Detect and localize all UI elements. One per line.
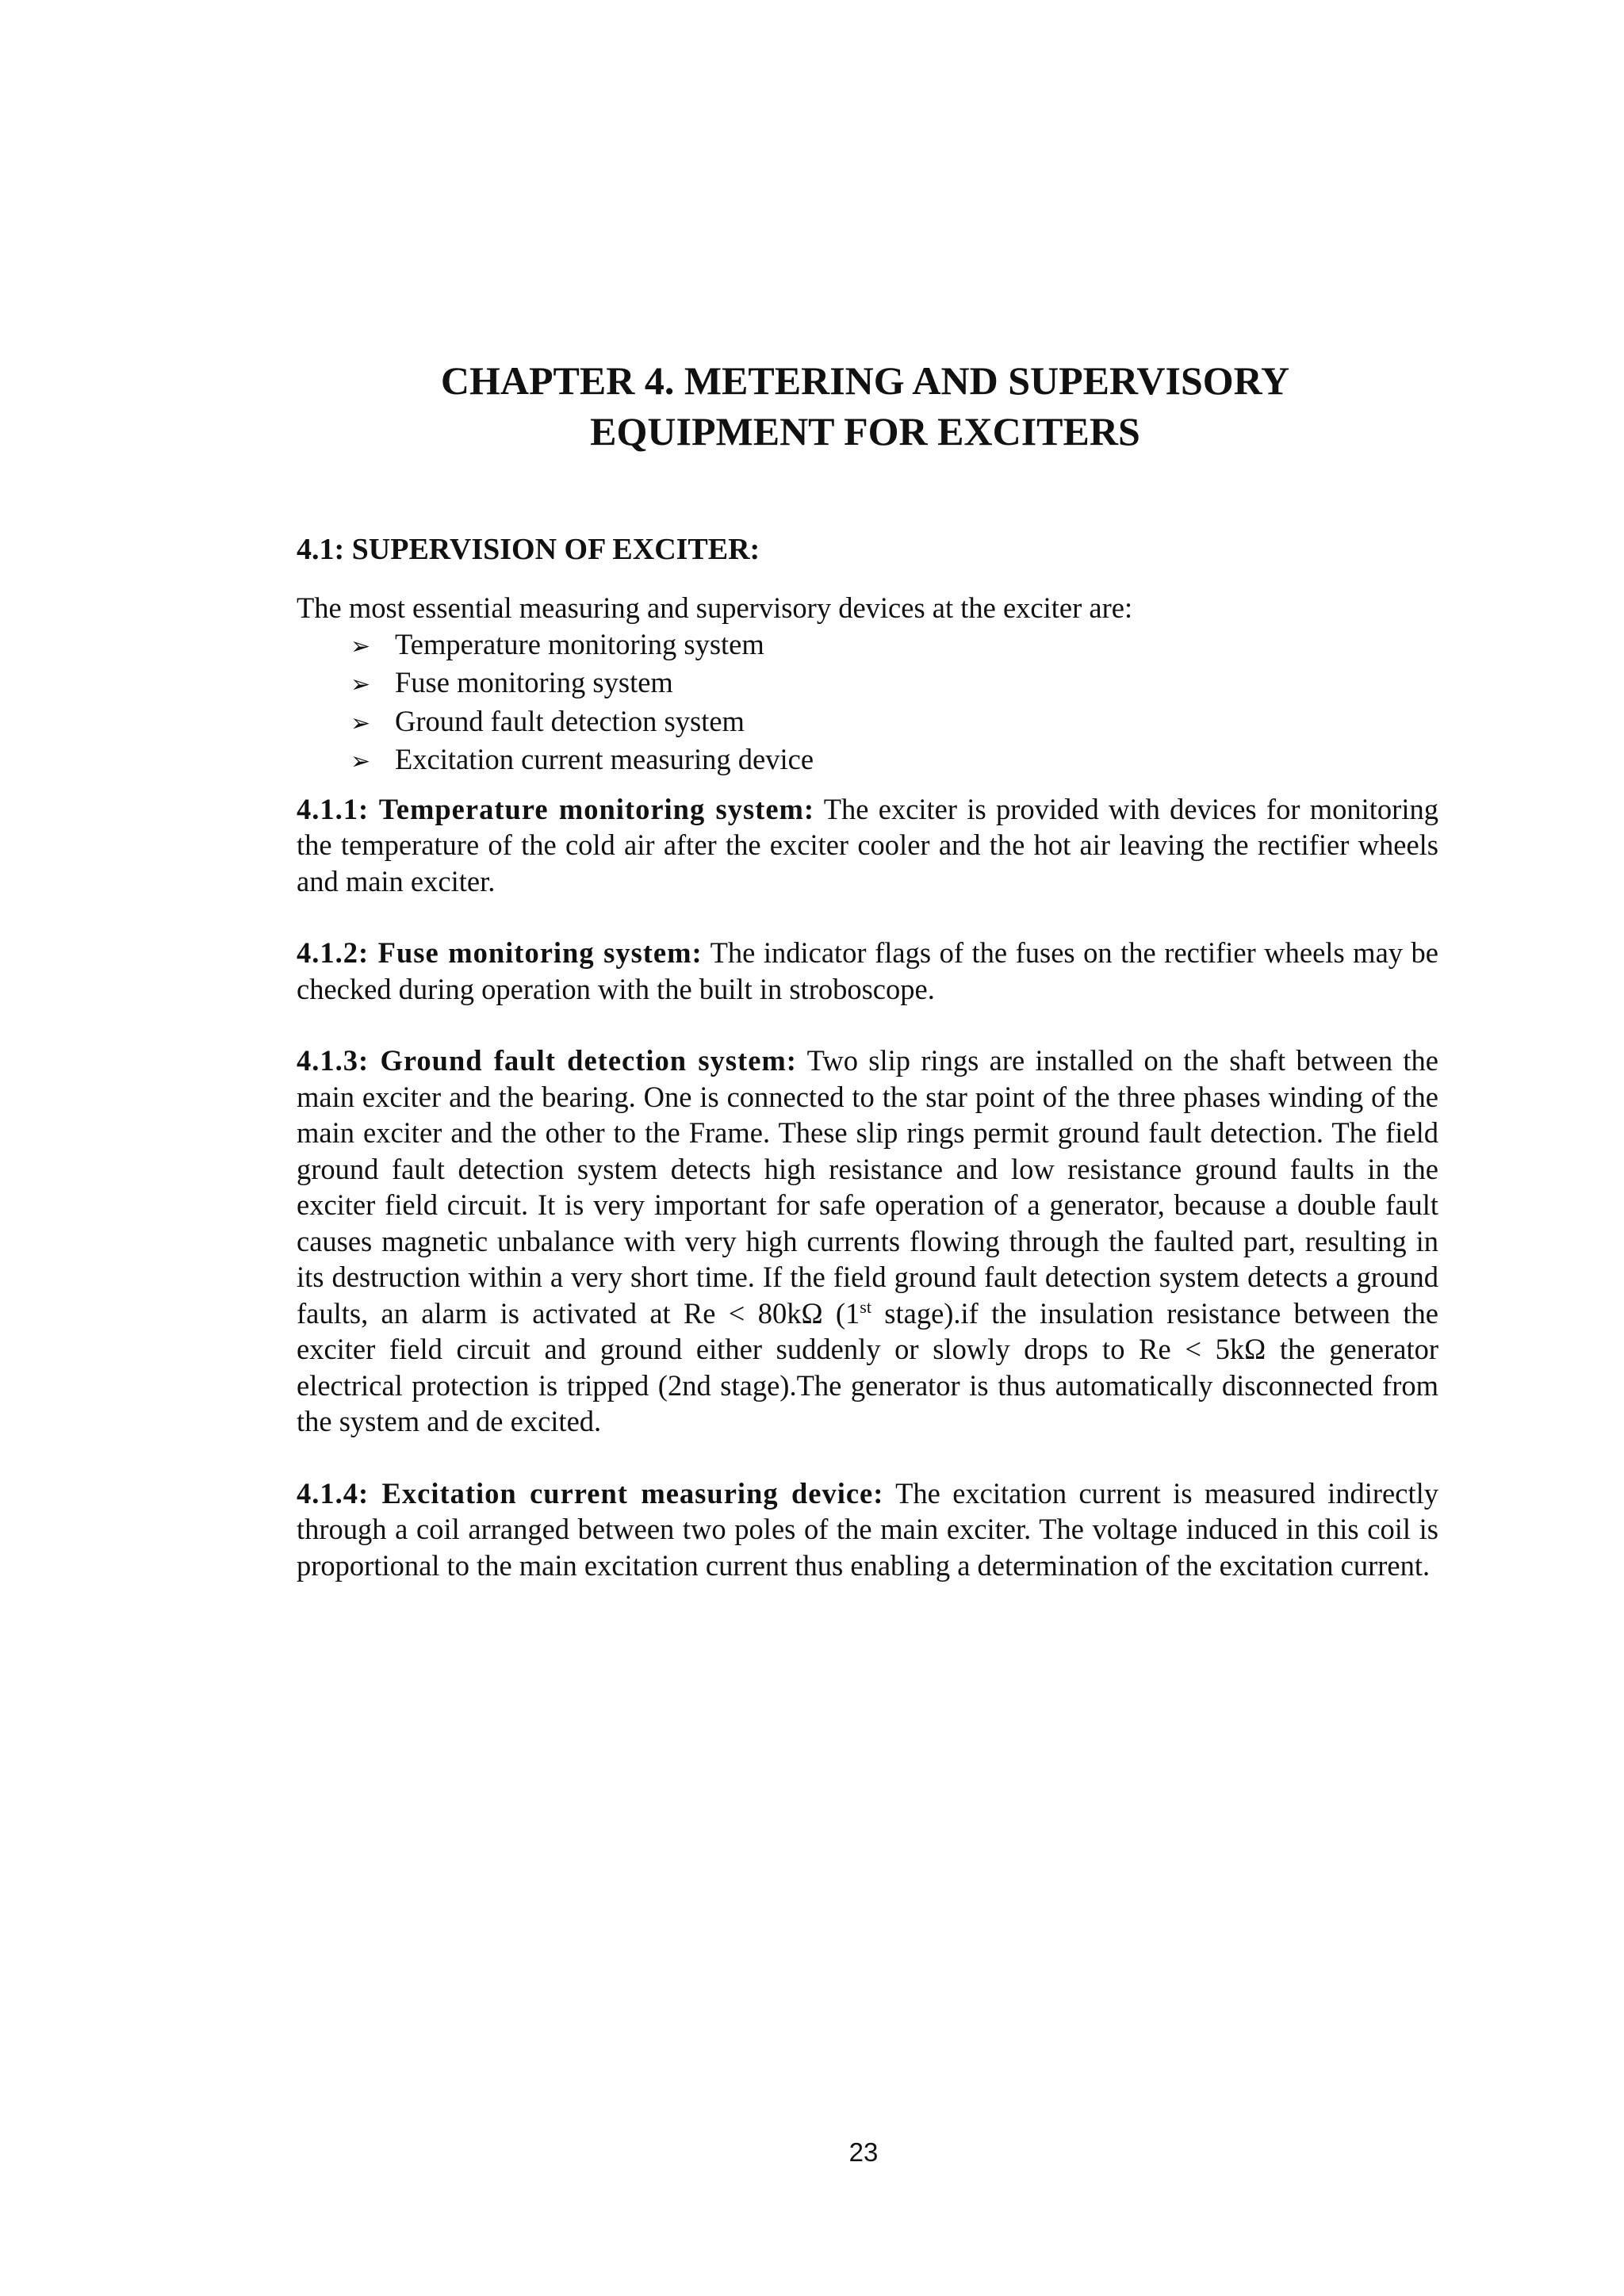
arrowhead-bullet-icon: ➢ (350, 632, 371, 660)
section-heading: 4.1: SUPERVISION OF EXCITER: (297, 533, 760, 566)
list-item (350, 626, 1438, 665)
chapter-title-line-2: EQUIPMENT FOR EXCITERS (590, 409, 1140, 453)
list-item (350, 664, 1438, 703)
list-item (350, 741, 1438, 780)
list-item-text: Excitation current measuring device (395, 743, 814, 775)
subsection-title: 4.1.3: Ground fault detection system: (297, 1044, 797, 1077)
arrowhead-bullet-icon: ➢ (350, 671, 371, 698)
chapter-body (297, 530, 1438, 1583)
subsection-text: Two slip rings are installed on the shaft between the main exciter and the bearing. One is connected to the star point of the three phases winding of the main exciter and the other to the Frame. These slip rings permit ground fault detection. The field ground fault detection system detects high resistance and low resistance ground faults in the exciter field circuit. It is very important for safe operation of a generator, because a double fault causes magnetic unbalance with very high currents flowing through the faulted part, resulting in its destruction within a very short time. If the field ground fault detection system detects a ground faults, an alarm is activated at Re < 80kΩ (1 (297, 1044, 1438, 1330)
chapter-title-line-1: CHAPTER 4. METERING AND SUPERVISORY (440, 358, 1290, 403)
subsection-fuse-monitoring (297, 935, 1438, 1007)
arrowhead-bullet-icon: ➢ (350, 748, 371, 775)
subsection-text-continued: stage).if the insulation resistance between the exciter field circuit and ground either suddenly or slowly drops to Re < 5kΩ the generator electrical protection is tripped (2nd stage).The generator is thus automatically disconnected from the system and de excited. (297, 1296, 1438, 1437)
subsection-text: The indicator flags of the fuses on the rectifier wheels may be checked during operation with the built in stroboscope. (297, 936, 1438, 1005)
arrowhead-bullet-icon: ➢ (350, 709, 371, 737)
subsection-text: The exciter is provided with devices for monitoring the temperature of the cold air after the exciter cooler and the hot air leaving the rectifier wheels and main exciter. (297, 792, 1438, 897)
page-number: 23 (848, 2137, 879, 2167)
subsection-title: 4.1.1: Temperature monitoring system: (297, 792, 815, 825)
list-item (350, 703, 1438, 742)
list-item-text: Temperature monitoring system (395, 627, 764, 660)
subsection-ground-fault-detection (297, 1043, 1438, 1440)
subsection-title: 4.1.2: Fuse monitoring system: (297, 936, 703, 969)
section-intro: The most essential measuring and supervisory devices at the exciter are: (297, 591, 1133, 624)
subsection-title: 4.1.4: Excitation current measuring device: (297, 1476, 884, 1510)
ordinal-superscript: st (860, 1296, 871, 1317)
chapter-title (298, 355, 1432, 457)
list-item-text: Ground fault detection system (395, 704, 745, 737)
subsection-text: The excitation current is measured indirectly through a coil arranged between two poles of the main exciter. The voltage induced in this coil is proportional to the main excitation current thus enabling a determination of the excitation current. (297, 1476, 1438, 1582)
subsection-temperature-monitoring (297, 791, 1438, 900)
list-item-text: Fuse monitoring system (395, 666, 673, 698)
device-list (297, 626, 1438, 780)
subsection-excitation-current (297, 1475, 1438, 1584)
